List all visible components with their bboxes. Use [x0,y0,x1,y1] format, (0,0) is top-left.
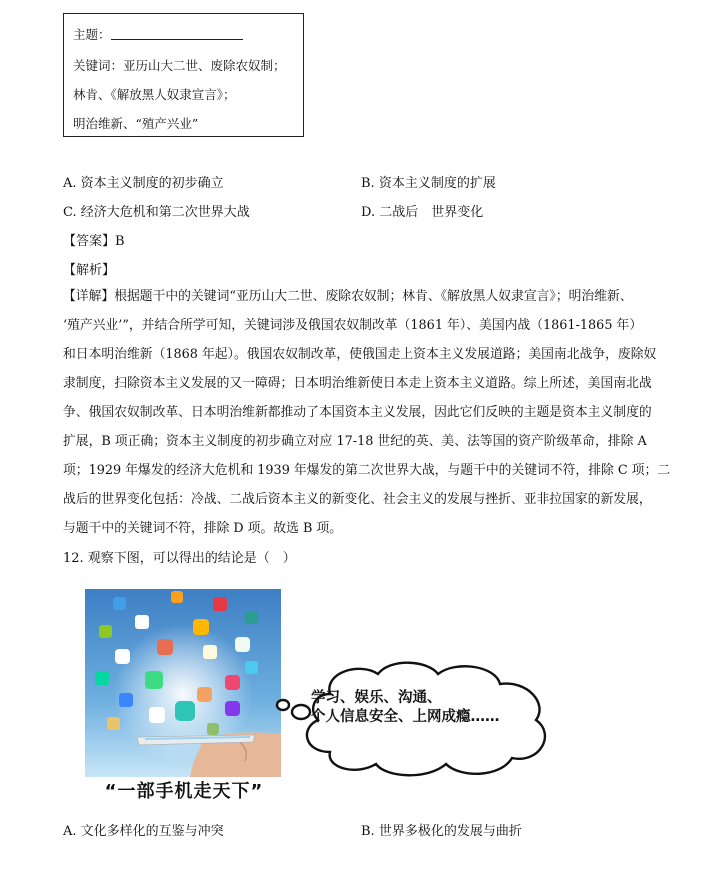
detail-line: 战后的世界变化包括：冷战、二战后资本主义的新变化、社会主义的发展与挫折、亚非拉国家的新发展， [63,492,652,507]
answer-line: 【答案】B [63,234,125,249]
q12-option-b: B. 世界多极化的发展与曲折 [361,824,522,839]
cloud-text-line-2: 个人信息安全、上网成瘾…… [311,709,500,725]
keywords-line-2: 林肯、《解放黑人奴隶宣言》； [73,87,236,102]
q11-option-a: A. 资本主义制度的初步确立 [63,176,224,191]
detail-line: 争、俄国农奴制改革、日本明治维新都推动了本国资本主义发展，因此它们反映的主题是资本主义制度的 [63,405,652,420]
detail-line: 项；1929 年爆发的经济大危机和 1939 年爆发的第二次世界大战，与题干中的关键词不符，排除 C 项；二 [63,463,671,478]
detail-line: 与题干中的关键词不符，排除 D 项。故选 B 项。 [63,521,343,536]
q12-option-a: A. 文化多样化的互鉴与冲突 [63,824,224,839]
illustration-caption: “一部手机走天下” [104,781,264,802]
detail-line: 和日本明治维新（1868 年起）。俄国农奴制改革，使俄国走上资本主义发展道路；美国南北战争，废除奴 [63,347,657,362]
q11-option-d: D. 二战后 世界变化 [361,205,484,220]
phone-apps-illustration [85,589,281,777]
detail-line: 【详解】根据题干中的关键词“亚历山大二世、废除农奴制；林肯、《解放黑人奴隶宣言》；明治维新、 [63,289,633,304]
analysis-heading: 【解析】 [63,263,116,278]
theme-label: 主题： [73,27,111,42]
detail-line: ‘殖产兴业’”，并结合所学可知，关键词涉及俄国农奴制改革（1861 年）、美国内战（1861-1865 年） [63,318,643,333]
keywords-line-1: 关键词：亚历山大二世、废除农奴制； [73,58,286,73]
q11-option-c: C. 经济大危机和第二次世界大战 [63,205,250,220]
detail-paragraph [63,282,671,543]
theme-blank [111,27,243,40]
detail-line: 隶制度，扫除资本主义发展的又一障碍；日本明治维新使日本走上资本主义道路。综上所述，美国南北战 [63,376,652,391]
theme-line [73,25,243,43]
detail-line: 扩展，B 项正确；资本主义制度的初步确立对应 17-18 世纪的英、美、法等国的资产阶级革命，排除 A [63,434,647,449]
q11-option-b: B. 资本主义制度的扩展 [361,176,496,191]
keyword-box [63,13,304,137]
cloud-text-line-1: 学习、娱乐、沟通、 [311,690,442,706]
q12-question: 12. 观察下图，可以得出的结论是（ ） [63,551,296,566]
keywords-line-3: 明治维新、“殖产兴业” [73,116,199,131]
